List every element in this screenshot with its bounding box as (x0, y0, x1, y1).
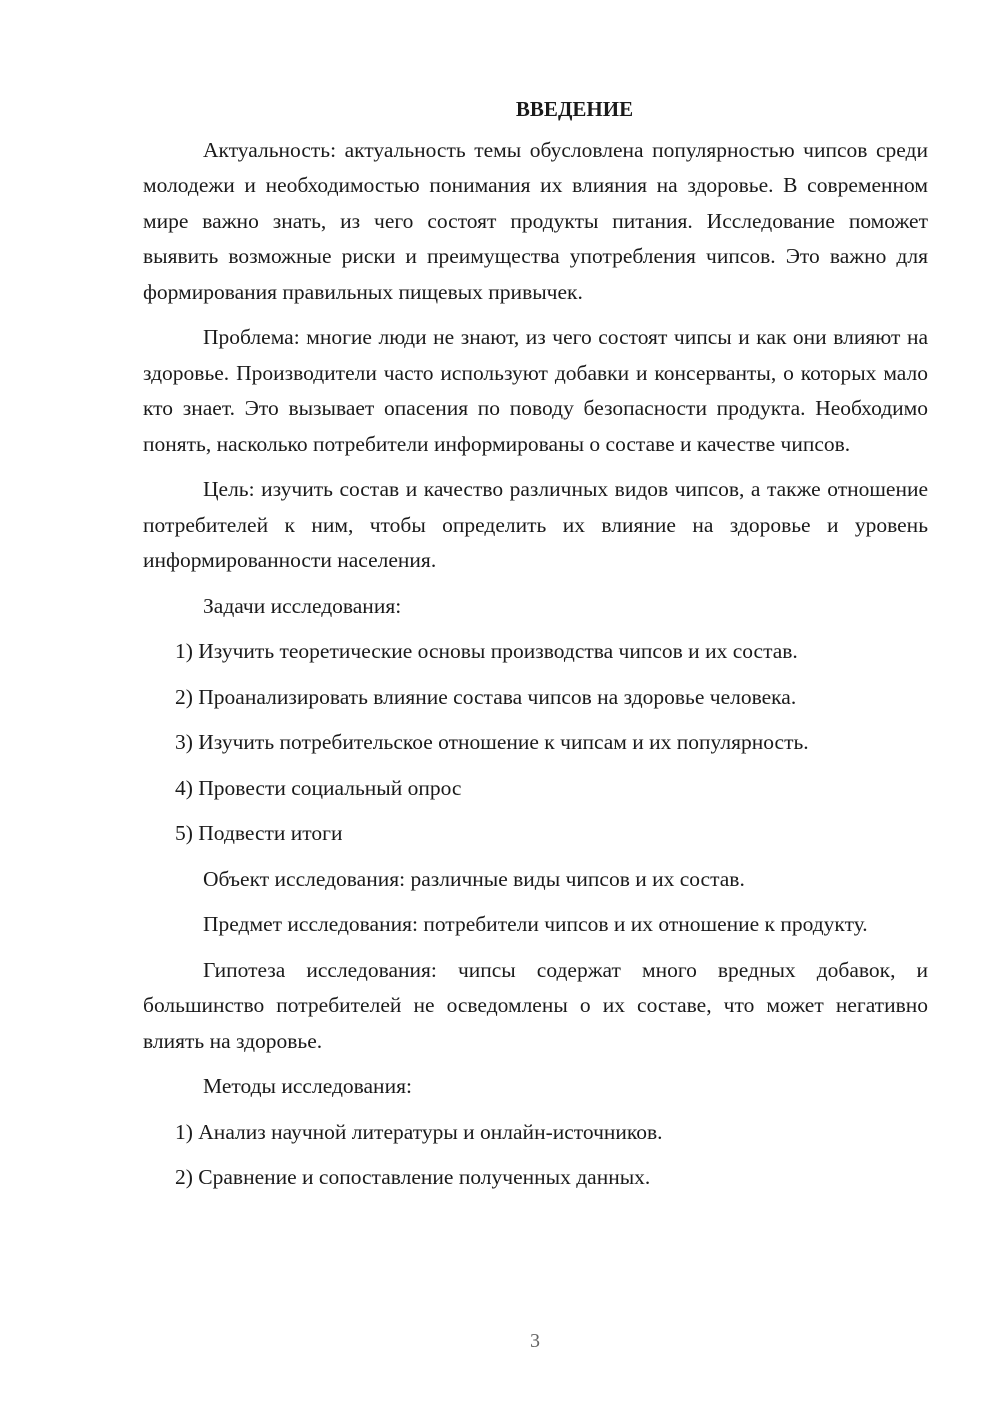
section-title: ВВЕДЕНИЕ (515, 97, 634, 121)
method-item-1: 1) Анализ научной литературы и онлайн-источников. (175, 1119, 663, 1144)
method-item-2: 2) Сравнение и сопоставление полученных данных. (175, 1165, 651, 1189)
task-item-3: 3) Изучить потребительское отношение к чипсам и их популярность. (175, 730, 809, 754)
problem-paragraph: Проблема: многие люди не знают, из чего состоят чипсы и как они влияют на здоровье. Производители часто используют добавки и консерванты, о которых мало кто знает. Это вызывает опасения по поводу безопасности продукта. Необходимо понять, насколько потребители информированы о составе и качестве чипсов. (143, 325, 928, 456)
task-item-4: 4) Провести социальный опрос (175, 775, 462, 800)
methods-heading: Методы исследования: (203, 1074, 412, 1098)
document-body (143, 92, 928, 1206)
task-item-2: 2) Проанализировать влияние состава чипсов на здоровье человека. (175, 684, 797, 709)
subject-paragraph: Предмет исследования: потребители чипсов и их отношение к продукту. (203, 912, 868, 936)
object-paragraph: Объект исследования: различные виды чипсов и их состав. (203, 866, 745, 891)
task-item-5: 5) Подвести итоги (175, 821, 343, 845)
relevance-paragraph: Актуальность: актуальность темы обусловлена популярностью чипсов среди молодежи и необходимостью понимания их влияния на здоровье. В современном мире важно знать, из чего состоят продукты питания. Исследование поможет выявить возможные риски и преимущества употребления чипсов. Это важно для формирования правильных пищевых привычек. (143, 137, 928, 304)
task-item-1: 1) Изучить теоретические основы производства чипсов и их состав. (175, 639, 798, 663)
tasks-heading: Задачи исследования: (203, 593, 402, 618)
goal-paragraph: Цель: изучить состав и качество различных видов чипсов, а также отношение потребителей к ним, чтобы определить их влияние на здоровье и уровень информированности населения. (143, 477, 928, 572)
page-number: 3 (530, 1330, 540, 1352)
hypothesis-paragraph: Гипотеза исследования: чипсы содержат много вредных добавок, и большинство потребителей не осведомлены о их составе, что может негативно влиять на здоровье. (143, 957, 928, 1053)
